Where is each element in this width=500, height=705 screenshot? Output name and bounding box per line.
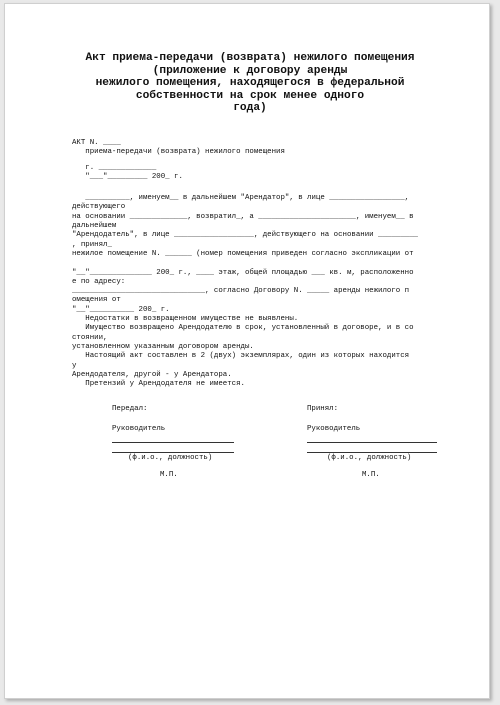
act-number: АКТ N. ____	[72, 139, 121, 147]
right-stamp: М.П.	[362, 471, 380, 479]
text-line: "__"__________ 200_ г.	[72, 305, 170, 314]
title-line: года)	[233, 102, 267, 115]
right-header: Принял:	[307, 405, 339, 413]
text-line: на основании _____________, возвратил_, а ______________________, именуем__ в	[72, 212, 414, 221]
date-line: "___"_________ 200_ г.	[72, 172, 183, 181]
text-line: Недостатки в возвращенном имуществе не выявлены.	[72, 315, 299, 324]
text-line: е по адресу:	[72, 277, 126, 286]
text-line: , принял_	[72, 240, 112, 249]
left-header: Передал:	[112, 405, 148, 413]
city-line: г. _____________	[72, 163, 157, 172]
text-line: "Арендодатель", в лице __________________, действующего на основании _________	[72, 231, 418, 240]
title-line: нежилого помещения, находящегося в федеральной	[95, 77, 405, 90]
text-line: "__"______________ 200_ г., ____ этаж, общей площадью ___ кв. м, расположенно	[72, 268, 414, 277]
text-line: Настоящий акт составлен в 2 (двух) экземплярах, один из которых находится	[72, 352, 410, 361]
title-line: собственности на срок менее одного	[135, 89, 365, 102]
text-line: нежилое помещение N. ______ (номер помещения приведен согласно экспликации от	[72, 249, 414, 258]
title-line: (приложение к договору аренды	[152, 64, 348, 77]
text-line: стоянии,	[72, 333, 108, 342]
text-line: ______________________________, согласно Договору N. _____ аренды нежилого п	[72, 287, 410, 296]
text-line: дальнейшем	[72, 222, 117, 231]
text-line: Имущество возвращено Арендодателю в срок, установленный в договоре, и в со	[72, 324, 414, 333]
right-role: Руководитель	[307, 425, 361, 433]
left-name-line	[112, 452, 234, 453]
act-subtitle: приема-передачи (возврата) нежилого помещения	[72, 148, 285, 157]
text-line	[72, 259, 468, 268]
text-line: Претензий у Арендодателя не имеется.	[72, 380, 245, 389]
left-caption: (ф.и.о., должность)	[128, 454, 213, 462]
text-line: установленном указанным договором аренды.	[72, 342, 254, 351]
title-line: Акт приема-передачи (возврата) нежилого помещения	[85, 52, 415, 64]
text-line: действующего	[72, 203, 126, 212]
text-line: Арендодателя, другой - у Арендатора.	[72, 370, 232, 379]
text-line: у	[72, 361, 77, 370]
document-title	[40, 52, 460, 115]
paragraph-conditions	[72, 315, 468, 389]
left-stamp: М.П.	[160, 471, 178, 479]
document-body	[72, 139, 468, 389]
paragraph-parties	[72, 194, 468, 315]
text-line: омещения от	[72, 296, 121, 305]
text-line: __________, именуем__ в дальнейшем "Арендатор", в лице _________________,	[72, 194, 410, 203]
right-name-line	[307, 452, 437, 453]
left-signature-line	[112, 442, 234, 443]
right-caption: (ф.и.о., должность)	[327, 454, 412, 462]
left-role: Руководитель	[112, 425, 166, 433]
right-signature-line	[307, 442, 437, 443]
